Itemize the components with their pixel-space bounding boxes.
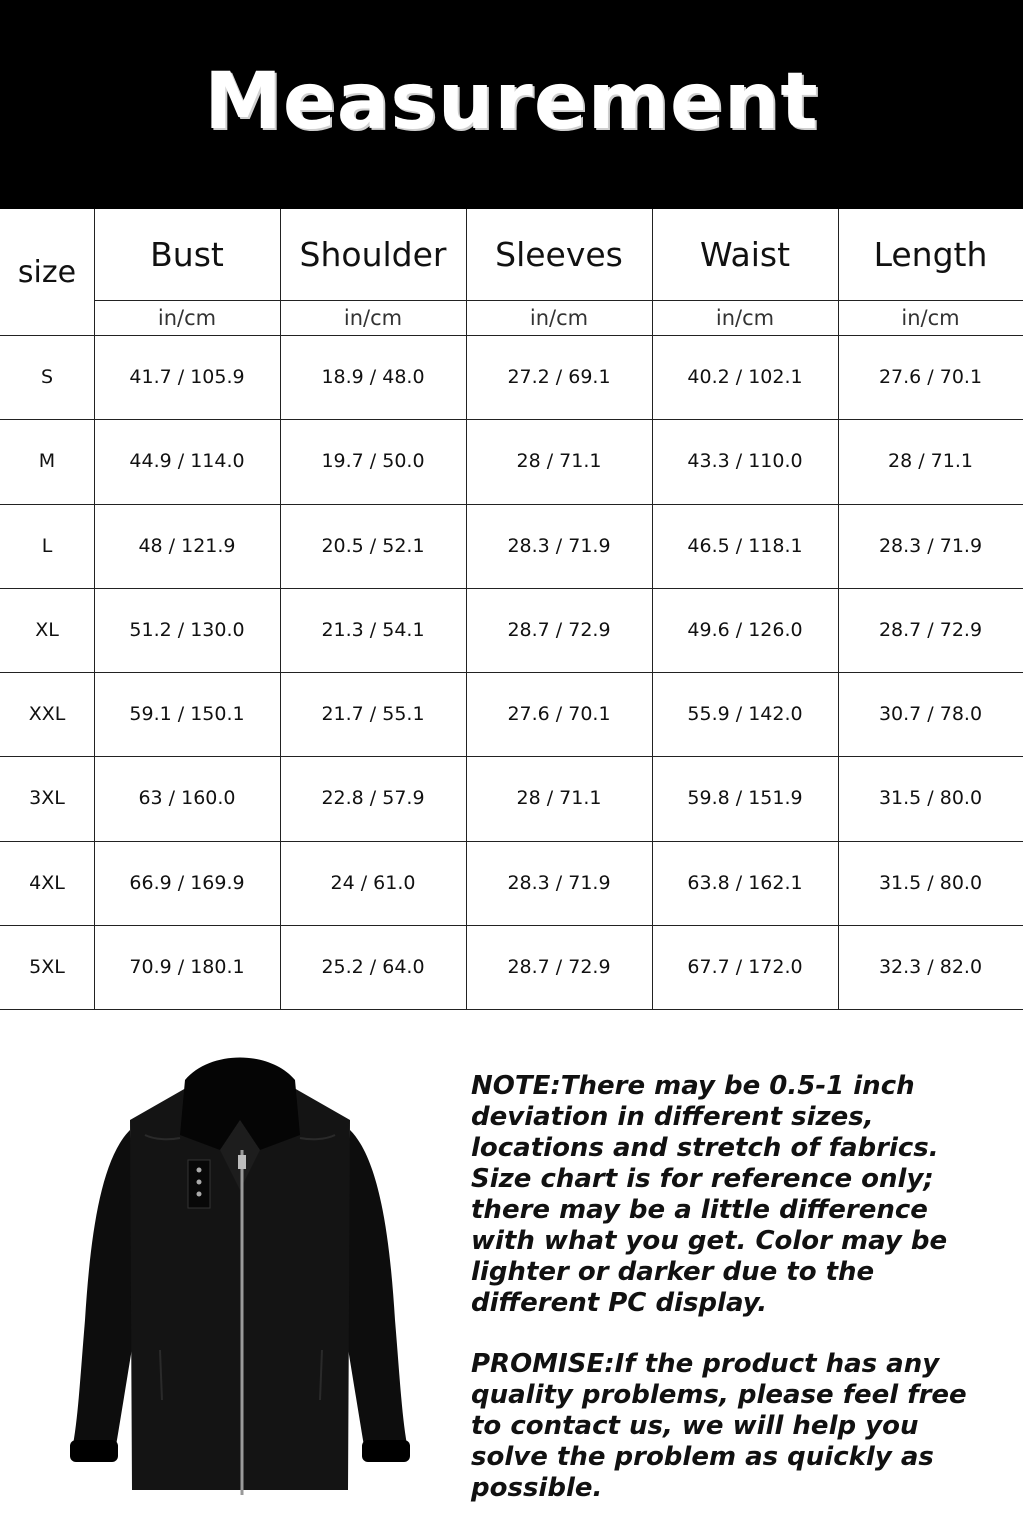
table-cell: 21.7 / 55.1: [321, 703, 425, 726]
table-cell: 43.3 / 110.0: [687, 450, 803, 473]
table-cell: 44.9 / 114.0: [129, 450, 245, 473]
title-banner: [0, 0, 1023, 209]
unit-label: in/cm: [901, 305, 960, 330]
promise-text: PROMISE:If the product has any quality problems, please feel free to contact us, we will help you solve the problem as quickly as possible.: [471, 1349, 967, 1503]
table-cell: 70.9 / 180.1: [129, 955, 245, 978]
table-cell: 18.9 / 48.0: [321, 366, 425, 389]
table-cell: 27.6 / 70.1: [878, 366, 983, 389]
table-cell: 28.7 / 72.9: [878, 618, 983, 641]
row-divider: [0, 419, 1023, 420]
table-cell: 59.8 / 151.9: [687, 787, 803, 810]
column-divider: [466, 209, 467, 1009]
table-cell: 59.1 / 150.1: [129, 703, 245, 726]
size-cell: 5XL: [29, 955, 65, 978]
size-cell: XXL: [28, 703, 66, 726]
table-cell: 19.7 / 50.0: [321, 450, 425, 473]
size-cell: M: [38, 450, 56, 473]
column-divider: [652, 209, 653, 1009]
table-cell: 32.3 / 82.0: [878, 955, 983, 978]
row-divider: [0, 672, 1023, 673]
table-cell: 25.2 / 64.0: [321, 955, 425, 978]
column-header-bust: Bust: [150, 235, 224, 274]
table-cell: 28.3 / 71.9: [507, 871, 611, 894]
table-cell: 46.5 / 118.1: [687, 534, 803, 557]
table-cell: 28 / 71.1: [516, 450, 602, 473]
unit-label: in/cm: [715, 305, 775, 330]
size-cell: L: [41, 534, 53, 557]
table-cell: 28 / 71.1: [516, 787, 602, 810]
table-cell: 31.5 / 80.0: [878, 871, 983, 894]
table-cell: 27.6 / 70.1: [507, 703, 611, 726]
column-header-shoulder: Shoulder: [299, 235, 447, 274]
jacket-icon: [60, 1040, 420, 1500]
table-cell: 28 / 71.1: [888, 450, 973, 473]
column-header-waist: Waist: [699, 235, 791, 274]
row-divider: [94, 300, 1023, 301]
table-cell: 30.7 / 78.0: [878, 703, 983, 726]
table-cell: 22.8 / 57.9: [321, 787, 425, 810]
table-cell: 28.3 / 71.9: [878, 534, 983, 557]
table-cell: 55.9 / 142.0: [687, 703, 803, 726]
table-cell: 28.7 / 72.9: [507, 955, 611, 978]
row-divider: [0, 504, 1023, 505]
column-header-length: Length: [873, 235, 988, 274]
unit-label: in/cm: [157, 305, 217, 330]
table-cell: 27.2 / 69.1: [507, 366, 611, 389]
size-chart-table: [0, 209, 1023, 1010]
table-cell: 48 / 121.9: [138, 534, 236, 557]
column-header-sleeves: Sleeves: [495, 235, 623, 274]
notes-section: [471, 1071, 991, 1534]
table-cell: 49.6 / 126.0: [687, 618, 803, 641]
size-cell: 3XL: [29, 787, 65, 810]
unit-label: in/cm: [343, 305, 403, 330]
table-cell: 28.7 / 72.9: [507, 618, 611, 641]
row-divider: [0, 756, 1023, 757]
unit-label: in/cm: [529, 305, 589, 330]
table-cell: 67.7 / 172.0: [687, 955, 803, 978]
table-cell: 28.3 / 71.9: [507, 534, 611, 557]
row-divider: [0, 841, 1023, 842]
table-cell: 31.5 / 80.0: [878, 787, 983, 810]
note-text: NOTE:There may be 0.5-1 inch deviation in different sizes, locations and stretch of fabrics. Size chart is for reference only; there may be a little difference with what you get. Color may be lighter or darker due to the different PC display.: [471, 1071, 948, 1318]
row-divider: [0, 335, 1023, 336]
table-cell: 41.7 / 105.9: [129, 366, 245, 389]
size-cell: XL: [35, 618, 59, 641]
column-divider: [94, 209, 95, 1009]
row-divider: [0, 925, 1023, 926]
table-cell: 63.8 / 162.1: [687, 871, 803, 894]
table-cell: 40.2 / 102.1: [687, 366, 803, 389]
table-cell: 21.3 / 54.1: [321, 618, 425, 641]
table-cell: 66.9 / 169.9: [129, 871, 245, 894]
column-divider: [280, 209, 281, 1009]
size-column-header: size: [17, 254, 77, 290]
table-cell: 24 / 61.0: [330, 871, 416, 894]
row-divider: [0, 588, 1023, 589]
column-divider: [838, 209, 839, 1009]
size-cell: S: [40, 366, 54, 389]
table-cell: 20.5 / 52.1: [321, 534, 425, 557]
size-cell: 4XL: [29, 871, 65, 894]
table-cell: 51.2 / 130.0: [129, 618, 245, 641]
table-cell: 63 / 160.0: [138, 787, 236, 810]
page-title: Measurement: [204, 56, 819, 147]
